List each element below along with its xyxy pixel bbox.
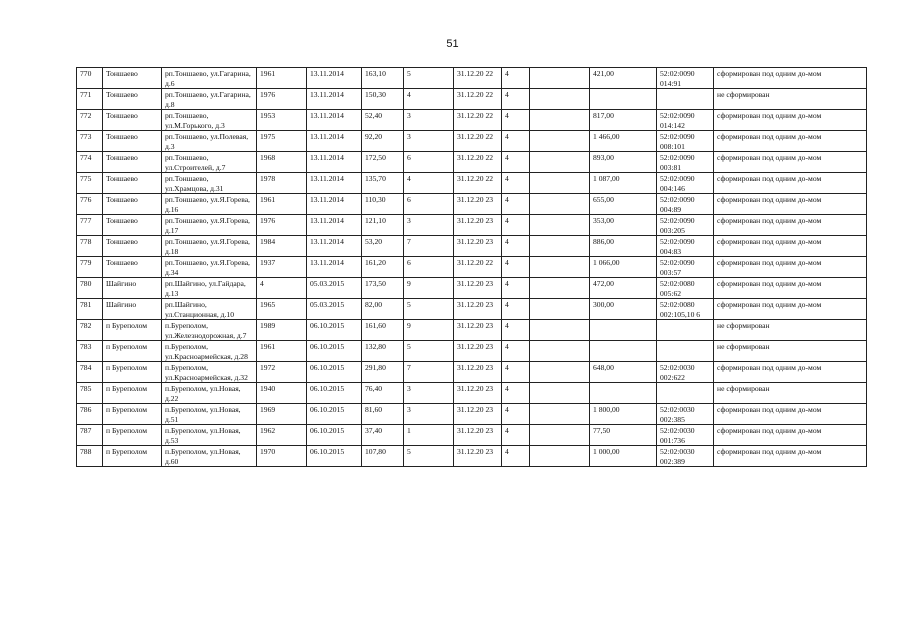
address-cell: рп.Тоншаево, ул.Я.Горева, д.34 bbox=[162, 257, 257, 278]
blank-cell bbox=[530, 299, 590, 320]
settlement-cell: Тоншаево bbox=[103, 89, 162, 110]
blank-cell bbox=[530, 383, 590, 404]
land-area-cell: 1 087,00 bbox=[590, 173, 657, 194]
address-cell: п.Буреполом, ул.Новая, д.53 bbox=[162, 425, 257, 446]
table-row bbox=[77, 404, 867, 425]
table-row bbox=[77, 194, 867, 215]
land-status-cell: сформирован под одним до-мом bbox=[714, 236, 867, 257]
area-cell: 173,50 bbox=[362, 278, 404, 299]
category-cell: 4 bbox=[502, 110, 530, 131]
land-status-cell: сформирован под одним до-мом bbox=[714, 425, 867, 446]
deadline-cell: 31.12.20 23 bbox=[454, 383, 502, 404]
settlement-cell: п Буреполом bbox=[103, 446, 162, 467]
deadline-cell: 31.12.20 23 bbox=[454, 194, 502, 215]
category-cell: 4 bbox=[502, 236, 530, 257]
deadline-cell: 31.12.20 23 bbox=[454, 236, 502, 257]
land-status-cell: сформирован под одним до-мом bbox=[714, 152, 867, 173]
land-status-cell: сформирован под одним до-мом bbox=[714, 68, 867, 89]
area-cell: 135,70 bbox=[362, 173, 404, 194]
settlement-cell: Тоншаево bbox=[103, 68, 162, 89]
settlement-cell: п Буреполом bbox=[103, 425, 162, 446]
apartments-cell: 5 bbox=[404, 68, 454, 89]
row-number-cell: 773 bbox=[77, 131, 103, 152]
settlement-cell: Тоншаево bbox=[103, 131, 162, 152]
deadline-cell: 31.12.20 23 bbox=[454, 362, 502, 383]
land-area-cell bbox=[590, 341, 657, 362]
table-row bbox=[77, 173, 867, 194]
deadline-cell: 31.12.20 22 bbox=[454, 173, 502, 194]
area-cell: 76,40 bbox=[362, 383, 404, 404]
row-number-cell: 770 bbox=[77, 68, 103, 89]
land-area-cell bbox=[590, 383, 657, 404]
date-cell: 13.11.2014 bbox=[307, 89, 362, 110]
area-cell: 161,60 bbox=[362, 320, 404, 341]
table-row bbox=[77, 320, 867, 341]
date-cell: 13.11.2014 bbox=[307, 194, 362, 215]
cadastral-number-cell bbox=[657, 383, 714, 404]
address-cell: рп.Тоншаево, ул.Я.Горева, д.18 bbox=[162, 236, 257, 257]
settlement-cell: п Буреполом bbox=[103, 383, 162, 404]
land-status-cell: сформирован под одним до-мом bbox=[714, 194, 867, 215]
cadastral-number-cell: 52:02:0030 002:622 bbox=[657, 362, 714, 383]
apartments-cell: 3 bbox=[404, 215, 454, 236]
area-cell: 172,50 bbox=[362, 152, 404, 173]
category-cell: 4 bbox=[502, 257, 530, 278]
build-year-cell: 1962 bbox=[257, 425, 307, 446]
category-cell: 4 bbox=[502, 446, 530, 467]
apartments-cell: 4 bbox=[404, 89, 454, 110]
cadastral-number-cell: 52:02:0080 002:105,10 6 bbox=[657, 299, 714, 320]
date-cell: 06.10.2015 bbox=[307, 341, 362, 362]
row-number-cell: 777 bbox=[77, 215, 103, 236]
cadastral-number-cell bbox=[657, 89, 714, 110]
cadastral-number-cell: 52:02:0090 004:146 bbox=[657, 173, 714, 194]
table-row bbox=[77, 152, 867, 173]
land-area-cell: 1 066,00 bbox=[590, 257, 657, 278]
build-year-cell: 1970 bbox=[257, 446, 307, 467]
land-area-cell: 648,00 bbox=[590, 362, 657, 383]
land-status-cell: не сформирован bbox=[714, 89, 867, 110]
deadline-cell: 31.12.20 23 bbox=[454, 215, 502, 236]
address-cell: рп.Тоншаево, ул.Гагарина, д.6 bbox=[162, 68, 257, 89]
date-cell: 06.10.2015 bbox=[307, 446, 362, 467]
category-cell: 4 bbox=[502, 320, 530, 341]
deadline-cell: 31.12.20 23 bbox=[454, 320, 502, 341]
deadline-cell: 31.12.20 23 bbox=[454, 341, 502, 362]
category-cell: 4 bbox=[502, 383, 530, 404]
table-row bbox=[77, 257, 867, 278]
blank-cell bbox=[530, 110, 590, 131]
settlement-cell: Тоншаево bbox=[103, 110, 162, 131]
blank-cell bbox=[530, 194, 590, 215]
deadline-cell: 31.12.20 22 bbox=[454, 68, 502, 89]
address-cell: рп.Тоншаево, ул.Я.Горева, д.17 bbox=[162, 215, 257, 236]
deadline-cell: 31.12.20 22 bbox=[454, 131, 502, 152]
row-number-cell: 779 bbox=[77, 257, 103, 278]
area-cell: 110,30 bbox=[362, 194, 404, 215]
build-year-cell: 1961 bbox=[257, 194, 307, 215]
cadastral-number-cell: 52:02:0090 004:83 bbox=[657, 236, 714, 257]
build-year-cell: 1953 bbox=[257, 110, 307, 131]
apartments-cell: 6 bbox=[404, 257, 454, 278]
land-area-cell bbox=[590, 89, 657, 110]
blank-cell bbox=[530, 257, 590, 278]
row-number-cell: 788 bbox=[77, 446, 103, 467]
date-cell: 13.11.2014 bbox=[307, 215, 362, 236]
blank-cell bbox=[530, 404, 590, 425]
address-cell: п.Буреполом, ул.Железнодорожная, д.7 bbox=[162, 320, 257, 341]
category-cell: 4 bbox=[502, 131, 530, 152]
land-area-cell: 893,00 bbox=[590, 152, 657, 173]
date-cell: 13.11.2014 bbox=[307, 236, 362, 257]
build-year-cell: 1968 bbox=[257, 152, 307, 173]
blank-cell bbox=[530, 362, 590, 383]
date-cell: 13.11.2014 bbox=[307, 257, 362, 278]
apartments-cell: 5 bbox=[404, 446, 454, 467]
category-cell: 4 bbox=[502, 404, 530, 425]
land-status-cell: не сформирован bbox=[714, 383, 867, 404]
apartments-cell: 5 bbox=[404, 299, 454, 320]
date-cell: 13.11.2014 bbox=[307, 173, 362, 194]
build-year-cell: 1972 bbox=[257, 362, 307, 383]
deadline-cell: 31.12.20 23 bbox=[454, 425, 502, 446]
area-cell: 121,10 bbox=[362, 215, 404, 236]
cadastral-number-cell: 52:02:0090 003:205 bbox=[657, 215, 714, 236]
build-year-cell: 1969 bbox=[257, 404, 307, 425]
registry-body bbox=[77, 68, 867, 467]
cadastral-number-cell: 52:02:0090 003:81 bbox=[657, 152, 714, 173]
table-row bbox=[77, 110, 867, 131]
row-number-cell: 785 bbox=[77, 383, 103, 404]
apartments-cell: 3 bbox=[404, 110, 454, 131]
deadline-cell: 31.12.20 23 bbox=[454, 446, 502, 467]
table-row bbox=[77, 236, 867, 257]
cadastral-number-cell: 52:02:0030 002:389 bbox=[657, 446, 714, 467]
address-cell: п.Буреполом, ул.Новая, д.51 bbox=[162, 404, 257, 425]
land-status-cell: сформирован под одним до-мом bbox=[714, 278, 867, 299]
land-area-cell: 472,00 bbox=[590, 278, 657, 299]
apartments-cell: 6 bbox=[404, 194, 454, 215]
table-row bbox=[77, 299, 867, 320]
category-cell: 4 bbox=[502, 215, 530, 236]
address-cell: рп.Тоншаево, ул.Гагарина, д.8 bbox=[162, 89, 257, 110]
category-cell: 4 bbox=[502, 89, 530, 110]
land-area-cell: 353,00 bbox=[590, 215, 657, 236]
apartments-cell: 1 bbox=[404, 425, 454, 446]
cadastral-number-cell bbox=[657, 320, 714, 341]
settlement-cell: Тоншаево bbox=[103, 152, 162, 173]
apartments-cell: 7 bbox=[404, 362, 454, 383]
settlement-cell: Шайгино bbox=[103, 299, 162, 320]
build-year-cell: 1989 bbox=[257, 320, 307, 341]
category-cell: 4 bbox=[502, 173, 530, 194]
area-cell: 132,80 bbox=[362, 341, 404, 362]
date-cell: 05.03.2015 bbox=[307, 299, 362, 320]
blank-cell bbox=[530, 131, 590, 152]
address-cell: рп.Тоншаево, ул.М.Горького, д.3 bbox=[162, 110, 257, 131]
build-year-cell: 1975 bbox=[257, 131, 307, 152]
build-year-cell: 1984 bbox=[257, 236, 307, 257]
table-row bbox=[77, 89, 867, 110]
apartments-cell: 9 bbox=[404, 278, 454, 299]
deadline-cell: 31.12.20 22 bbox=[454, 110, 502, 131]
land-area-cell: 886,00 bbox=[590, 236, 657, 257]
row-number-cell: 771 bbox=[77, 89, 103, 110]
date-cell: 06.10.2015 bbox=[307, 404, 362, 425]
settlement-cell: п Буреполом bbox=[103, 341, 162, 362]
table-row bbox=[77, 341, 867, 362]
land-status-cell: сформирован под одним до-мом bbox=[714, 446, 867, 467]
blank-cell bbox=[530, 173, 590, 194]
area-cell: 37,40 bbox=[362, 425, 404, 446]
cadastral-number-cell: 52:02:0030 001:736 bbox=[657, 425, 714, 446]
blank-cell bbox=[530, 320, 590, 341]
table-row bbox=[77, 425, 867, 446]
page-number: 51 bbox=[446, 38, 459, 50]
cadastral-number-cell: 52:02:0090 003:57 bbox=[657, 257, 714, 278]
build-year-cell: 4 bbox=[257, 278, 307, 299]
housing-registry-table bbox=[76, 67, 867, 467]
build-year-cell: 1965 bbox=[257, 299, 307, 320]
area-cell: 161,20 bbox=[362, 257, 404, 278]
settlement-cell: Тоншаево bbox=[103, 173, 162, 194]
build-year-cell: 1937 bbox=[257, 257, 307, 278]
apartments-cell: 6 bbox=[404, 152, 454, 173]
address-cell: п.Буреполом, ул.Новая, д.60 bbox=[162, 446, 257, 467]
cadastral-number-cell: 52:02:0090 014:142 bbox=[657, 110, 714, 131]
deadline-cell: 31.12.20 22 bbox=[454, 257, 502, 278]
land-status-cell: сформирован под одним до-мом bbox=[714, 299, 867, 320]
build-year-cell: 1940 bbox=[257, 383, 307, 404]
blank-cell bbox=[530, 89, 590, 110]
area-cell: 52,40 bbox=[362, 110, 404, 131]
address-cell: рп.Тоншаево, ул.Строителей, д.7 bbox=[162, 152, 257, 173]
apartments-cell: 5 bbox=[404, 341, 454, 362]
settlement-cell: п Буреполом bbox=[103, 404, 162, 425]
date-cell: 13.11.2014 bbox=[307, 68, 362, 89]
blank-cell bbox=[530, 425, 590, 446]
settlement-cell: Тоншаево bbox=[103, 236, 162, 257]
category-cell: 4 bbox=[502, 68, 530, 89]
blank-cell bbox=[530, 68, 590, 89]
row-number-cell: 782 bbox=[77, 320, 103, 341]
date-cell: 06.10.2015 bbox=[307, 425, 362, 446]
apartments-cell: 9 bbox=[404, 320, 454, 341]
area-cell: 82,00 bbox=[362, 299, 404, 320]
settlement-cell: Тоншаево bbox=[103, 215, 162, 236]
date-cell: 06.10.2015 bbox=[307, 320, 362, 341]
category-cell: 4 bbox=[502, 152, 530, 173]
row-number-cell: 787 bbox=[77, 425, 103, 446]
land-area-cell: 77,50 bbox=[590, 425, 657, 446]
category-cell: 4 bbox=[502, 194, 530, 215]
land-area-cell: 1 800,00 bbox=[590, 404, 657, 425]
apartments-cell: 3 bbox=[404, 383, 454, 404]
blank-cell bbox=[530, 278, 590, 299]
land-area-cell: 1 466,00 bbox=[590, 131, 657, 152]
address-cell: рп.Тоншаево, ул.Полевая, д.3 bbox=[162, 131, 257, 152]
table-row bbox=[77, 383, 867, 404]
table-row bbox=[77, 446, 867, 467]
date-cell: 06.10.2015 bbox=[307, 383, 362, 404]
date-cell: 13.11.2014 bbox=[307, 110, 362, 131]
land-status-cell: сформирован под одним до-мом bbox=[714, 404, 867, 425]
date-cell: 05.03.2015 bbox=[307, 278, 362, 299]
apartments-cell: 3 bbox=[404, 131, 454, 152]
address-cell: рп.Тоншаево, ул.Храмцова, д.31 bbox=[162, 173, 257, 194]
settlement-cell: Шайгино bbox=[103, 278, 162, 299]
land-status-cell: сформирован под одним до-мом bbox=[714, 362, 867, 383]
address-cell: п.Буреполом, ул.Красноармейская, д.28 bbox=[162, 341, 257, 362]
area-cell: 107,80 bbox=[362, 446, 404, 467]
area-cell: 53,20 bbox=[362, 236, 404, 257]
build-year-cell: 1976 bbox=[257, 215, 307, 236]
land-status-cell: сформирован под одним до-мом bbox=[714, 257, 867, 278]
area-cell: 92,20 bbox=[362, 131, 404, 152]
row-number-cell: 780 bbox=[77, 278, 103, 299]
land-status-cell: сформирован под одним до-мом bbox=[714, 173, 867, 194]
category-cell: 4 bbox=[502, 362, 530, 383]
table-row bbox=[77, 131, 867, 152]
deadline-cell: 31.12.20 23 bbox=[454, 278, 502, 299]
address-cell: п.Буреполом, ул.Новая, д.22 bbox=[162, 383, 257, 404]
row-number-cell: 772 bbox=[77, 110, 103, 131]
build-year-cell: 1976 bbox=[257, 89, 307, 110]
table-row bbox=[77, 362, 867, 383]
deadline-cell: 31.12.20 22 bbox=[454, 89, 502, 110]
land-area-cell bbox=[590, 320, 657, 341]
blank-cell bbox=[530, 215, 590, 236]
row-number-cell: 784 bbox=[77, 362, 103, 383]
row-number-cell: 781 bbox=[77, 299, 103, 320]
cadastral-number-cell: 52:02:0090 014:91 bbox=[657, 68, 714, 89]
row-number-cell: 778 bbox=[77, 236, 103, 257]
cadastral-number-cell: 52:02:0080 005:62 bbox=[657, 278, 714, 299]
land-area-cell: 1 000,00 bbox=[590, 446, 657, 467]
category-cell: 4 bbox=[502, 425, 530, 446]
build-year-cell: 1961 bbox=[257, 68, 307, 89]
category-cell: 4 bbox=[502, 299, 530, 320]
land-status-cell: сформирован под одним до-мом bbox=[714, 215, 867, 236]
cadastral-number-cell: 52:02:0090 008:101 bbox=[657, 131, 714, 152]
table-row bbox=[77, 215, 867, 236]
category-cell: 4 bbox=[502, 278, 530, 299]
deadline-cell: 31.12.20 23 bbox=[454, 404, 502, 425]
land-area-cell: 300,00 bbox=[590, 299, 657, 320]
area-cell: 163,10 bbox=[362, 68, 404, 89]
deadline-cell: 31.12.20 22 bbox=[454, 152, 502, 173]
land-area-cell: 655,00 bbox=[590, 194, 657, 215]
settlement-cell: Тоншаево bbox=[103, 194, 162, 215]
row-number-cell: 774 bbox=[77, 152, 103, 173]
cadastral-number-cell: 52:02:0090 004:89 bbox=[657, 194, 714, 215]
land-status-cell: сформирован под одним до-мом bbox=[714, 110, 867, 131]
land-status-cell: не сформирован bbox=[714, 341, 867, 362]
blank-cell bbox=[530, 446, 590, 467]
date-cell: 13.11.2014 bbox=[307, 131, 362, 152]
row-number-cell: 783 bbox=[77, 341, 103, 362]
table-row bbox=[77, 68, 867, 89]
land-status-cell: сформирован под одним до-мом bbox=[714, 131, 867, 152]
area-cell: 81,60 bbox=[362, 404, 404, 425]
cadastral-number-cell: 52:02:0030 002:385 bbox=[657, 404, 714, 425]
table-row bbox=[77, 278, 867, 299]
address-cell: п.Буреполом, ул.Красноармейская, д.32 bbox=[162, 362, 257, 383]
area-cell: 150,30 bbox=[362, 89, 404, 110]
apartments-cell: 7 bbox=[404, 236, 454, 257]
apartments-cell: 4 bbox=[404, 173, 454, 194]
settlement-cell: п Буреполом bbox=[103, 362, 162, 383]
row-number-cell: 775 bbox=[77, 173, 103, 194]
settlement-cell: Тоншаево bbox=[103, 257, 162, 278]
blank-cell bbox=[530, 236, 590, 257]
cadastral-number-cell bbox=[657, 341, 714, 362]
row-number-cell: 786 bbox=[77, 404, 103, 425]
deadline-cell: 31.12.20 23 bbox=[454, 299, 502, 320]
date-cell: 13.11.2014 bbox=[307, 152, 362, 173]
land-area-cell: 817,00 bbox=[590, 110, 657, 131]
blank-cell bbox=[530, 341, 590, 362]
blank-cell bbox=[530, 152, 590, 173]
apartments-cell: 3 bbox=[404, 404, 454, 425]
land-area-cell: 421,00 bbox=[590, 68, 657, 89]
row-number-cell: 776 bbox=[77, 194, 103, 215]
build-year-cell: 1978 bbox=[257, 173, 307, 194]
address-cell: рп.Тоншаево, ул.Я.Горева, д.16 bbox=[162, 194, 257, 215]
category-cell: 4 bbox=[502, 341, 530, 362]
address-cell: рп.Шайгино, ул.Станционная, д.10 bbox=[162, 299, 257, 320]
land-status-cell: не сформирован bbox=[714, 320, 867, 341]
date-cell: 06.10.2015 bbox=[307, 362, 362, 383]
area-cell: 291,80 bbox=[362, 362, 404, 383]
build-year-cell: 1961 bbox=[257, 341, 307, 362]
settlement-cell: п Буреполом bbox=[103, 320, 162, 341]
address-cell: рп.Шайгино, ул.Гайдара, д.13 bbox=[162, 278, 257, 299]
